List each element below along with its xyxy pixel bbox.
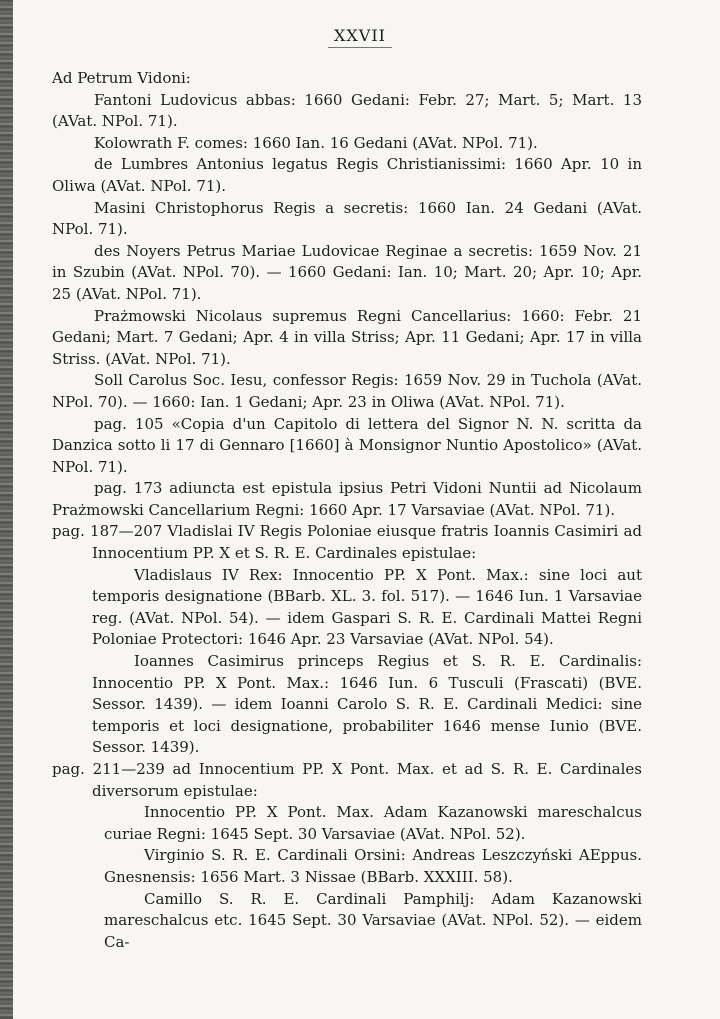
paragraph-13: Ioannes Casimirus princeps Regius et S. R. E. Cardinalis: Innocentio PP. X Pont. Max.: 1646 Iun. 6 Tusculi (Frascati) (BVE. Sessor. 1439). — idem Ioanni Carolo S. R. E. Cardinali Medici: sine temporis et loci designatione, probabiliter 1646 mense Iunio (BVE. Sessor. 1439). xyxy=(92,652,642,757)
paragraph-2: Fantoni Ludovicus abbas: 1660 Gedani: Febr. 27; Mart. 5; Mart. 13 (AVat. NPol. 71). xyxy=(52,90,642,131)
paragraph-15: Innocentio PP. X Pont. Max. Adam Kazanowski mareschalcus curiae Regni: 1645 Sept. 30 Varsaviae (AVat. NPol. 52). xyxy=(104,803,642,843)
paragraph-17: Camillo S. R. E. Cardinali Pamphilj: Adam Kazanowski mareschalcus etc. 1645 Sept. 30 Varsaviae (AVat. NPol. 52). — eidem Ca- xyxy=(104,889,642,951)
paragraph-6: des Noyers Petrus Mariae Ludovicae Reginae a secretis: 1659 Nov. 21 in Szubin (AVat. NPol. 70). — 1660 Gedani: Ian. 10; Mart. 20; Apr. 10; Apr. 25 (AVat. NPol. 71). xyxy=(52,241,642,303)
page-number: XXVII xyxy=(328,26,392,48)
page-header xyxy=(0,26,720,48)
paragraph-4: de Lumbres Antonius legatus Regis Christianissimi: 1660 Apr. 10 in Oliwa (AVat. NPol. 71). xyxy=(52,155,642,195)
scan-edge-shadow xyxy=(0,0,13,1019)
paragraph-11: pag. 187—207 Vladislai IV Regis Poloniae eiusque fratris Ioannis Casimiri ad Innocentium PP. X et S. R. E. Cardinales epistulae: xyxy=(52,522,642,563)
paragraph-10: pag. 173 adiuncta est epistula ipsius Petri Vidoni Nuntii ad Nicolaum Prażmowski Cancellarium Regni: 1660 Apr. 17 Varsaviae (AVat. NPol. 71). xyxy=(52,479,642,519)
paragraph-3: Kolowrath F. comes: 1660 Ian. 16 Gedani (AVat. NPol. 71). xyxy=(94,133,538,152)
paragraph-1: Ad Petrum Vidoni: xyxy=(52,69,191,87)
page-body xyxy=(52,68,642,953)
paragraph-7: Prażmowski Nicolaus supremus Regni Cancellarius: 1660: Febr. 21 Gedani; Mart. 7 Gedani; Apr. 4 in villa Striss; Apr. 11 Gedani; Apr. 17 in villa Striss. (AVat. NPol. 71). xyxy=(52,306,642,368)
paragraph-14: pag. 211—239 ad Innocentium PP. X Pont. Max. et ad S. R. E. Cardinales diversorum epistulae: xyxy=(52,760,642,800)
paragraph-5: Masini Christophorus Regis a secretis: 1660 Ian. 24 Gedani (AVat. NPol. 71). xyxy=(52,198,642,239)
paragraph-9: pag. 105 «Copia d'un Capitolo di lettera del Signor N. N. scritta da Danzica sotto li 17 di Gennaro [1660] à Monsignor Nuntio Apostolico» (AVat. NPol. 71). xyxy=(52,414,642,476)
paragraph-8: Soll Carolus Soc. Iesu, confessor Regis: 1659 Nov. 29 in Tuchola (AVat. NPol. 70). — 1660: Ian. 1 Gedani; Apr. 23 in Oliwa (AVat. NPol. 71). xyxy=(52,371,642,411)
paragraph-16: Virginio S. R. E. Cardinali Orsini: Andreas Leszczyński AEppus. Gnesnensis: 1656 Mart. 3 Nissae (BBarb. XXXIII. 58). xyxy=(104,846,642,886)
paragraph-12: Vladislaus IV Rex: Innocentio PP. X Pont. Max.: sine loci aut temporis designatione (BBarb. XL. 3. fol. 517). — 1646 Iun. 1 Varsaviae reg. (AVat. NPol. 54). — idem Gaspari S. R. E. Cardinali Mattei Regni Poloniae Protectori: 1646 Apr. 23 Varsaviae (AVat. NPol. 54). xyxy=(92,565,642,649)
